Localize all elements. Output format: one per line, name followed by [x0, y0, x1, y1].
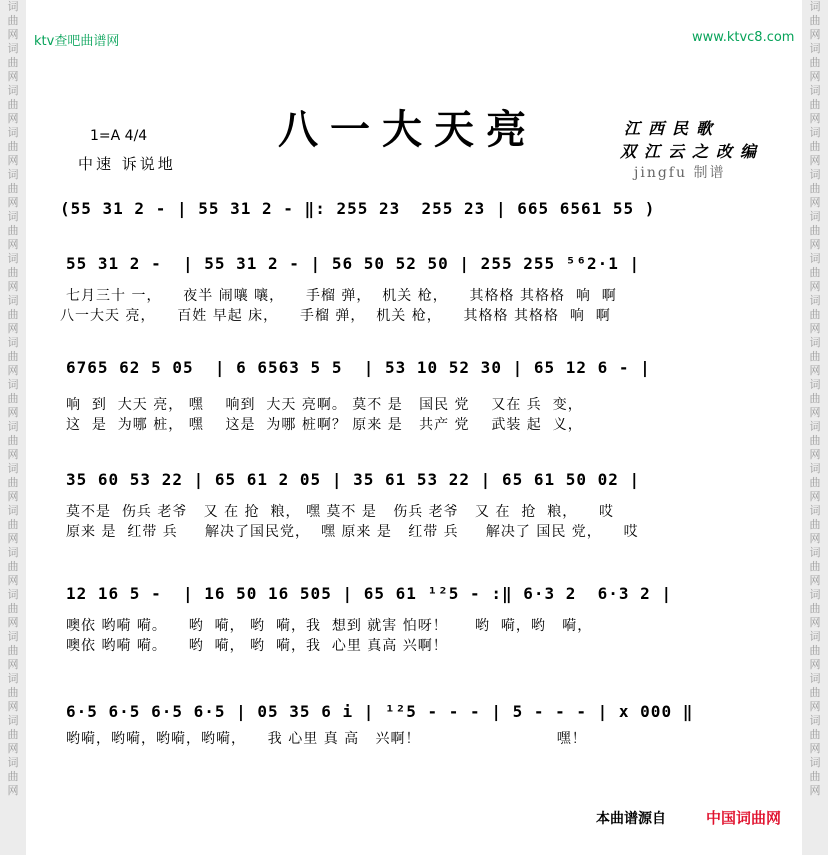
left-watermark-strip	[0, 0, 26, 855]
score-row-2-notes: 55 31 2 - | 55 31 2 - | 56 50 52 50 | 255 255 ⁵⁶2·1 |	[66, 254, 641, 273]
score-row-6-lyric-1: 哟嗬，哟嗬，哟嗬，哟嗬， 我 心里 真 高 兴啊！ 嘿！	[66, 731, 587, 747]
score-row-6-notes: 6·5 6·5 6·5 6·5 | 05 35 6 i | ¹²5 - - - | 5 - - - | x 000 ‖	[66, 702, 694, 721]
tempo-marking: 中速 诉说地	[78, 155, 176, 173]
right-site-link[interactable]: www.ktvc8.com	[692, 30, 795, 45]
score-row-3-lyric-1: 响 到 大天 亮， 嘿 响到 大天 亮啊。 莫不 是 国民 党 又在 兵 变，	[66, 397, 583, 413]
right-watermark-strip	[802, 0, 828, 855]
key-signature	[90, 128, 147, 144]
source-site-link[interactable]: 中国词曲网	[706, 809, 782, 827]
score-row-2-lyric-1: 七月三十 一， 夜半 闹嚷 嚷， 手榴 弹， 机关 枪， 其格格 其格格 响 啊	[66, 288, 617, 304]
watermark-text: 词曲网词曲网词曲网词曲网词曲网词曲网词曲网词曲网词曲网词曲网词曲网词曲网词曲网词曲网词曲网词曲网词曲网词曲网词曲网	[809, 0, 821, 797]
score-row-2-lyric-2: 八一大天 亮， 百姓 早起 床， 手榴 弹， 机关 枪， 其格格 其格格 响 啊	[60, 308, 611, 324]
key-text: 1=A	[90, 128, 121, 144]
score-row-5-lyric-2: 噢依 哟嗬 嗬。 哟 嗬， 哟 嗬，我 心里 真高 兴啊！	[66, 638, 448, 654]
score-row-3-lyric-2: 这 是 为哪 桩， 嘿 这是 为哪 桩啊？ 原来 是 共产 党 武装 起 义，	[66, 417, 583, 433]
maker-credit: jingfu 制谱	[634, 165, 726, 181]
score-row-5-notes: 12 16 5 - | 16 50 16 505 | 65 61 ¹²5 - :‖ 6·3 2 6·3 2 |	[66, 584, 673, 603]
score-row-4-lyric-1: 莫不是 伤兵 老爷 又 在 抢 粮， 嘿 莫不 是 伤兵 老爷 又 在 抢 粮， 哎	[66, 504, 615, 520]
score-row-1-notes: (55 31 2 - | 55 31 2 - ‖: 255 23 255 23 | 665 6561 55 )	[60, 199, 656, 218]
time-signature: 4/4	[124, 128, 148, 144]
source-label: 本曲谱源自	[596, 811, 666, 827]
left-site-link[interactable]: ktv查吧曲谱网	[34, 34, 120, 49]
song-title: 八一大天亮	[278, 106, 538, 153]
score-row-4-notes: 35 60 53 22 | 65 61 2 05 | 35 61 53 22 | 65 61 50 02 |	[66, 470, 641, 489]
arranger-credit: 双江云之改编	[620, 142, 765, 161]
score-row-4-lyric-2: 原来 是 红带 兵 解决了国民党， 嘿 原来 是 红带 兵 解决了 国民 党， 哎	[66, 524, 639, 540]
score-row-3-notes: 6765 62 5 05 | 6 6563 5 5 | 53 10 52 30 | 65 12 6 - |	[66, 358, 651, 377]
score-row-5-lyric-1: 噢依 哟嗬 嗬。 哟 嗬， 哟 嗬，我 想到 就害 怕呀！ 哟 嗬，哟 嗬，	[66, 618, 593, 634]
origin-credit: 江西民歌	[624, 119, 721, 138]
watermark-text: 词曲网词曲网词曲网词曲网词曲网词曲网词曲网词曲网词曲网词曲网词曲网词曲网词曲网词曲网词曲网词曲网词曲网词曲网词曲网	[7, 0, 19, 797]
